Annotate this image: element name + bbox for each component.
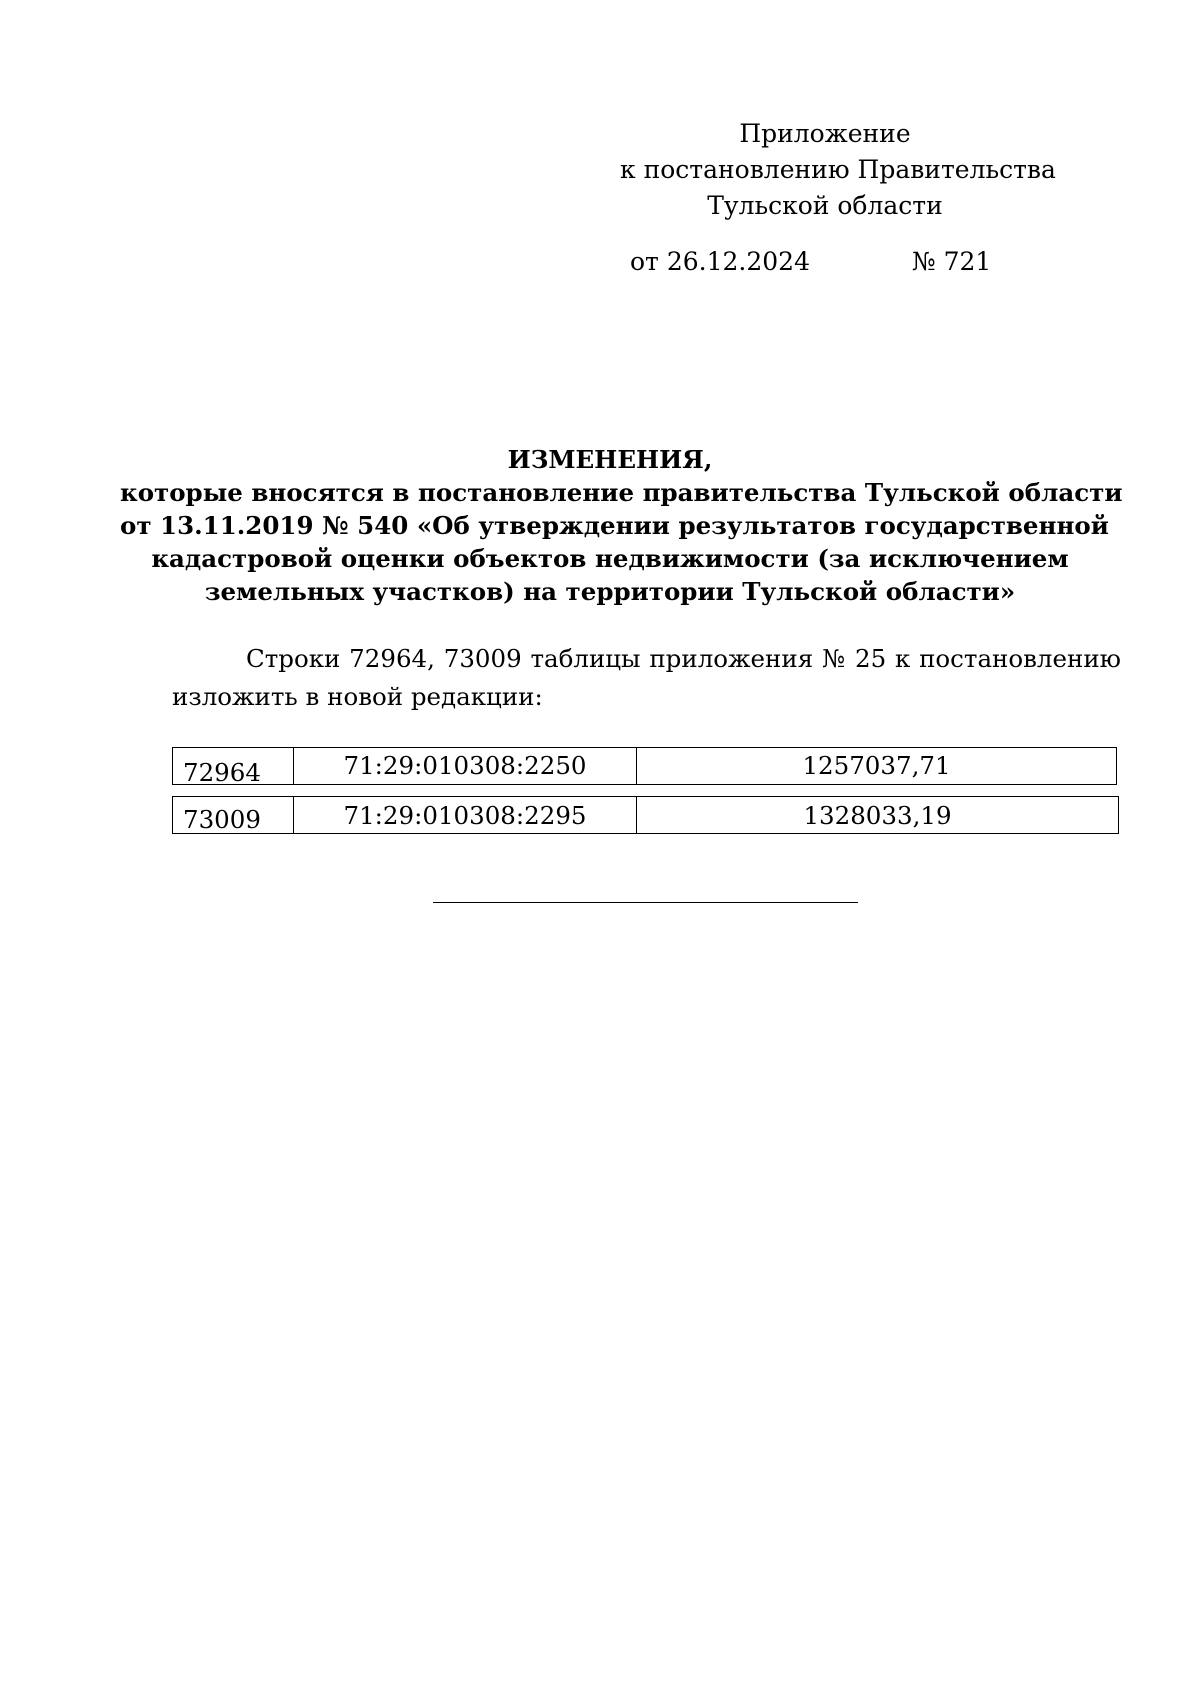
title-line-5: земельных участков) на территории Тульской области» bbox=[204, 577, 1016, 606]
table-row bbox=[172, 747, 1117, 785]
approval-block bbox=[620, 116, 1056, 224]
title-line-2: которые вносятся в постановление правительства Тульской области bbox=[120, 478, 1123, 507]
value-cell: 1328033,19 bbox=[636, 797, 1118, 833]
approval-line-3: Тульской области bbox=[707, 191, 943, 220]
document-number: № 721 bbox=[912, 247, 992, 276]
approval-line-1: Приложение bbox=[739, 119, 911, 148]
cadastral-number-cell: 71:29:010308:2250 bbox=[293, 748, 636, 784]
paragraph-line-2: изложить в новой редакции: bbox=[172, 682, 543, 711]
closing-rule bbox=[433, 902, 858, 903]
row-number-cell: 72964 bbox=[183, 758, 261, 787]
document-title bbox=[120, 443, 1123, 608]
title-line-3: от 13.11.2019 № 540 «Об утверждении результатов государственной bbox=[120, 511, 1109, 540]
title-line-1: ИЗМЕНЕНИЯ, bbox=[507, 445, 713, 474]
row-number-cell: 73009 bbox=[183, 805, 261, 834]
body-paragraph bbox=[172, 640, 1121, 716]
approval-line-2: к постановлению Правительства bbox=[620, 155, 1056, 184]
document-date: от 26.12.2024 bbox=[630, 247, 810, 276]
title-line-4: кадастровой оценки объектов недвижимости (за исключением bbox=[151, 544, 1069, 573]
cadastral-number-cell: 71:29:010308:2295 bbox=[293, 797, 636, 833]
paragraph-line-1: Строки 72964, 73009 таблицы приложения № 25 к постановлению bbox=[246, 644, 1121, 673]
value-cell: 1257037,71 bbox=[636, 748, 1116, 784]
table-row bbox=[172, 796, 1119, 834]
